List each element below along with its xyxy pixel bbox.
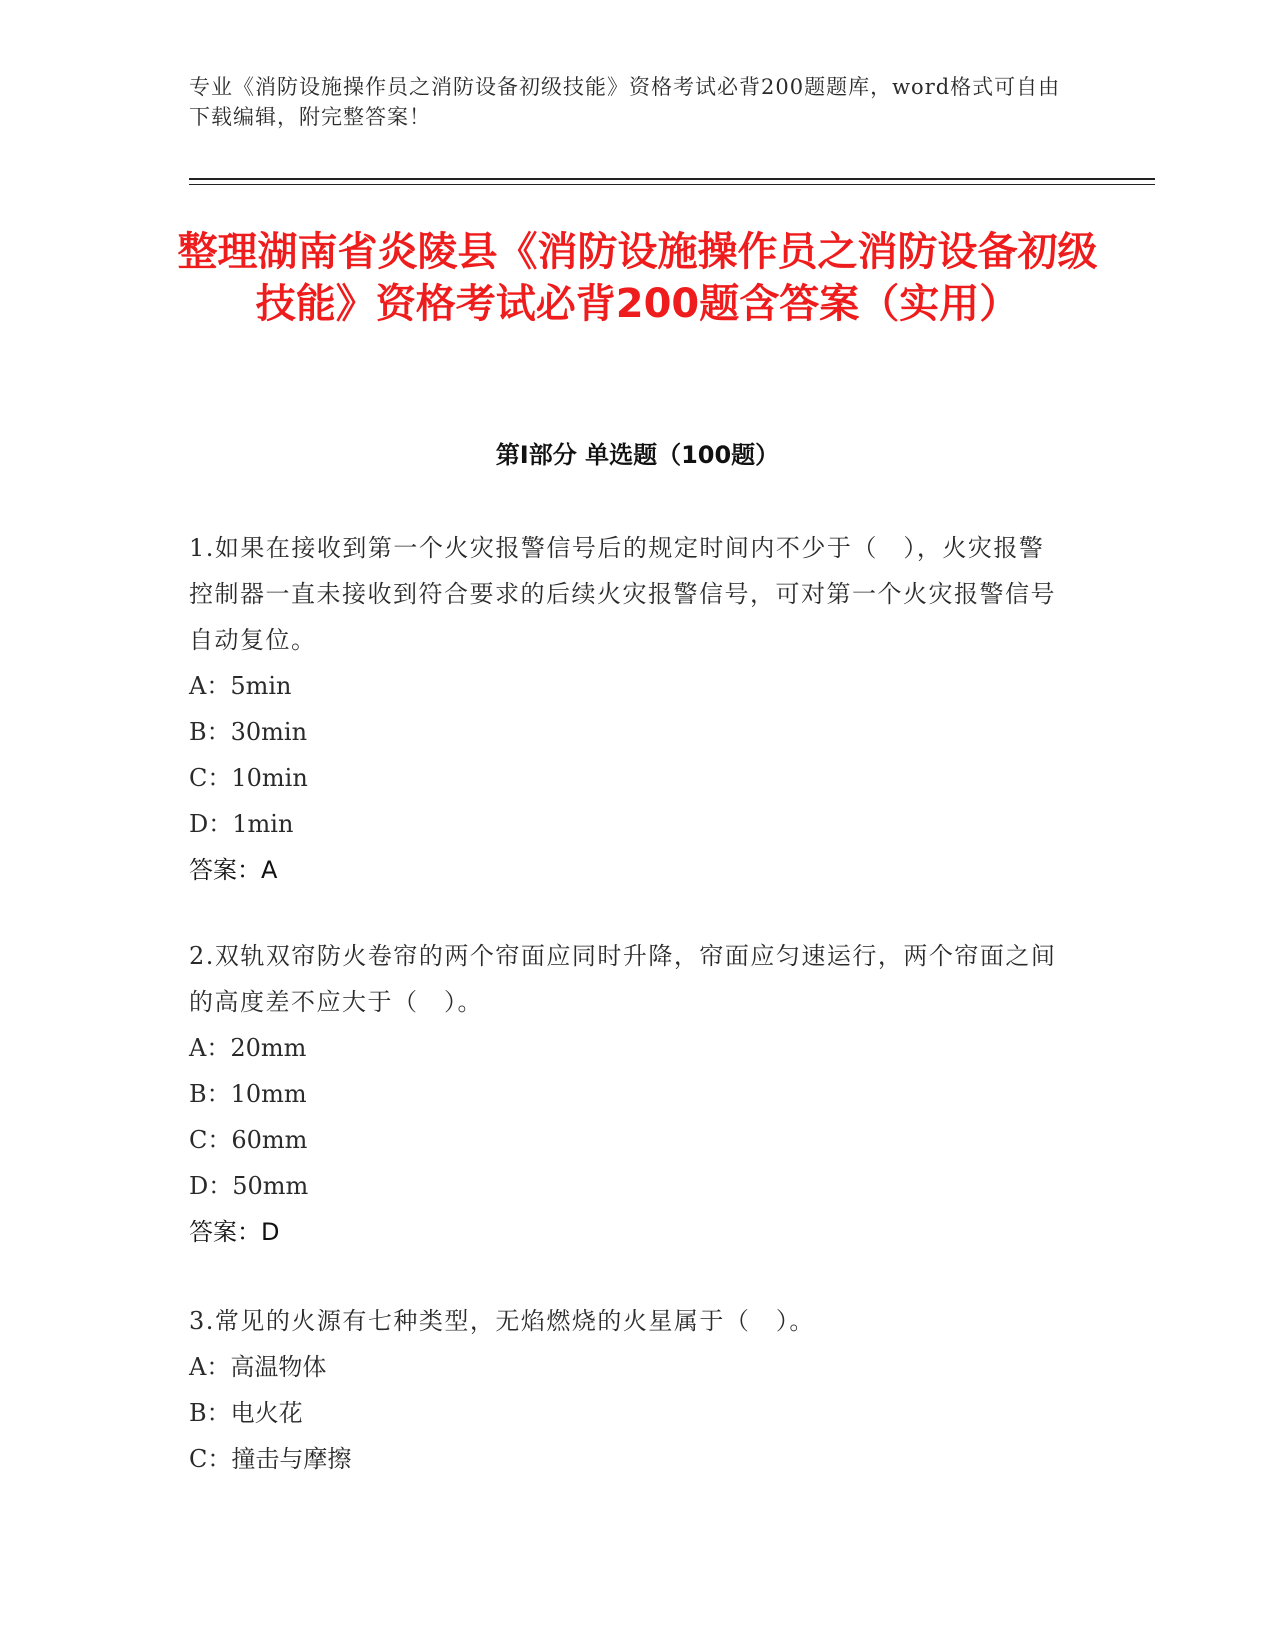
answer: 答案：A: [189, 856, 278, 884]
option-d: D：50mm: [189, 1172, 309, 1200]
option-d: D：1min: [189, 810, 294, 838]
option-b: B：30min: [189, 718, 308, 746]
header-note: 专业《消防设施操作员之消防设备初级技能》资格考试必背200题题库，word格式可自由下载编辑，附完整答案！: [189, 75, 1061, 129]
answer: 答案：D: [189, 1218, 280, 1246]
header-divider-thick: [189, 178, 1155, 180]
question-3: [189, 1298, 1069, 1482]
option-c: C：10min: [189, 764, 308, 792]
question-2: [189, 933, 1069, 1255]
question-stem: 3.常见的火源有七种类型，无焰燃烧的火星属于（ ）。: [189, 1307, 815, 1335]
section-title: 第Ⅰ部分 单选题（100题）: [495, 441, 780, 469]
option-b: B：电火花: [189, 1399, 303, 1427]
question-1: [189, 525, 1069, 893]
question-stem: 2.双轨双帘防火卷帘的两个帘面应同时升降，帘面应匀速运行，两个帘面之间的高度差不应大于（ ）。: [189, 942, 1057, 1016]
document-title: 整理湖南省炎陵县《消防设施操作员之消防设备初级技能》资格考试必背200题含答案（实用）: [177, 229, 1098, 327]
header-divider-thin: [189, 184, 1155, 185]
option-a: A：5min: [189, 672, 292, 700]
option-c: C：60mm: [189, 1126, 308, 1154]
option-a: A：高温物体: [189, 1353, 327, 1381]
option-b: B：10mm: [189, 1080, 307, 1108]
option-c: C：撞击与摩擦: [189, 1445, 352, 1473]
question-stem: 1.如果在接收到第一个火灾报警信号后的规定时间内不少于（ ），火灾报警控制器一直未接收到符合要求的后续火灾报警信号，可对第一个火灾报警信号自动复位。: [189, 534, 1056, 654]
option-a: A：20mm: [189, 1034, 307, 1062]
